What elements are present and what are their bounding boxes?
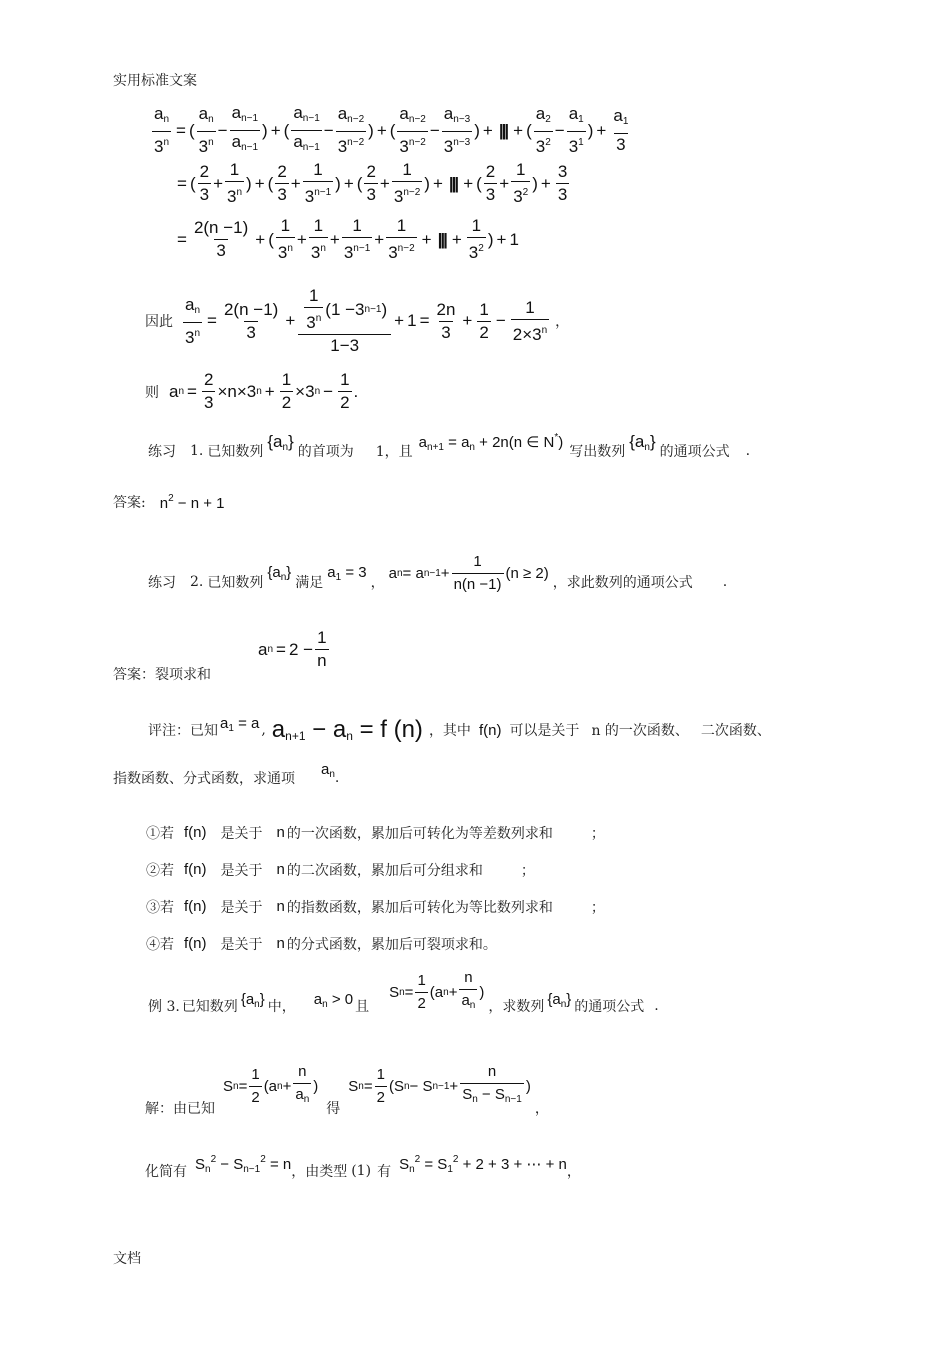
solution-text: 得 xyxy=(326,1101,341,1117)
comment-label: 评注：已知 xyxy=(148,723,218,739)
case-text: 是关于 xyxy=(220,936,263,953)
answer-1-label: 答案: xyxy=(113,495,146,511)
exercise-2 xyxy=(148,553,728,603)
case-fn: f(n) xyxy=(184,824,207,841)
exercise-2-label: 练习 xyxy=(148,574,176,591)
comment-text: 二次函数、 xyxy=(700,723,771,739)
exercise-1-number: 1. xyxy=(190,442,204,459)
case-text: 的指数函数，累加后可转化为等比数列求和 xyxy=(286,899,553,916)
case-item xyxy=(146,851,605,888)
example-3-label: 例 3. xyxy=(148,999,180,1015)
then-formula: a n = $\frac{2}{3}$ ×n×3 n + $\frac{1}{2}$ ×3 n − $\frac{1}{2}$ . xyxy=(169,370,359,412)
comment-initial: $a_1 = a$ xyxy=(220,714,260,734)
derivation-line-1: $\frac{a_n}{3^n}$ = ( $\frac{a_n}{3^n}$ − $\frac{a_{n-1}}{a_{n-1}}$ ) + ( $\frac{a_{n-1}}{a_{n-1}}$ − $\frac{a_{n-2}}{3^{n-2}}$ ) + ( $\frac{a_{n-2}}{3^{n-2}}$ − $\frac{a_{n-3}}{3^{n-3}}$ ) + ||| + ( $\frac{a_2}{3^2}$ − $\frac{a_1}{3^1}$ ) + $\frac{a_1}{3}$ xyxy=(154,103,629,156)
exercise-1-value: 1，且 xyxy=(375,443,413,460)
derivation-line-3: = $\frac{2(n -1)}{3}$ + ( $\frac{1}{3^n}$ + $\frac{1}{3^n}$ + $\frac{1}{3^{n-1}}$ + $\frac{1}{3^{n-2}}$ + ||| + $\frac{1}{3^2}$ ) + 1 xyxy=(177,216,519,262)
case-n: n xyxy=(276,861,285,878)
solution-line xyxy=(145,1062,549,1117)
sequence-an-symbol: $\{a_n\}$ xyxy=(547,990,572,1010)
exercise-2-number: 2. xyxy=(190,573,204,590)
simplify-line xyxy=(145,1154,581,1181)
page-header: 实用标准文案 xyxy=(113,73,197,89)
case-prefix: ①若 xyxy=(146,825,174,842)
case-text: 的一次函数，累加后可转化为等差数列求和 xyxy=(286,825,553,842)
case-end: ； xyxy=(590,899,605,916)
exercise-2-initial: $a_1 = 3$ xyxy=(327,564,367,583)
exercise-1-label: 练习 xyxy=(148,443,176,460)
comment-recurrence: $a_{n+1} - a_n = f$ (n) xyxy=(271,716,423,743)
exercise-2-text: 已知数列 xyxy=(207,574,264,591)
case-prefix: ④若 xyxy=(146,936,174,953)
simplify-text: ，由类型 xyxy=(291,1163,348,1180)
example-3-text: 已知数列 xyxy=(181,999,238,1015)
then-line xyxy=(145,370,358,413)
comment-fn: f(n) xyxy=(478,721,502,739)
case-text: 的分式函数，累加后可裂项求和。 xyxy=(286,936,497,953)
example-3-sum: S n = $\frac{1}{2}$ (a n + $\frac{n}{a_n}$ ) xyxy=(389,968,484,1016)
exercise-1-text: 的通项公式 xyxy=(659,443,730,460)
general-term-symbol: $a_n$ xyxy=(321,760,335,780)
simplify-text: 有 xyxy=(377,1163,392,1180)
example-3-text: ，求数列 xyxy=(488,999,545,1015)
exercise-2-period: . xyxy=(722,573,728,590)
answer-1 xyxy=(113,492,225,512)
simplify-comma: ， xyxy=(566,1163,581,1180)
case-fn: f(n) xyxy=(184,898,207,915)
case-fn: f(n) xyxy=(184,935,207,952)
exercise-2-comma: ， xyxy=(370,574,385,591)
example-3-text: 中， xyxy=(267,999,296,1015)
example-3-text: 且 xyxy=(355,999,370,1015)
example-3-period: . xyxy=(654,998,659,1014)
therefore-line xyxy=(145,286,569,356)
case-n: n xyxy=(276,824,285,841)
simplify-label: 化简有 xyxy=(145,1163,187,1180)
exercise-1-recurrence: $a_{n+1} = a_n + 2n(n$ ∈ N*) xyxy=(418,432,564,453)
solution-given: S n = $\frac{1}{2}$ (a n + $\frac{n}{a_n}$ ) xyxy=(223,1062,318,1110)
case-text: 的二次函数，累加后可分组求和 xyxy=(286,862,483,879)
solution-label: 解：由已知 xyxy=(145,1101,215,1117)
sequence-an-symbol: $\{a_n\}$ xyxy=(629,432,656,453)
derivation-line-2: = ( $\frac{2}{3}$ + $\frac{1}{3^n}$ ) + ( $\frac{2}{3}$ + $\frac{1}{3^{n-1}}$ ) + ( $\frac{2}{3}$ + $\frac{1}{3^{n-2}}$ ) + ||| + ( $\frac{2}{3}$ + $\frac{1}{3^2}$ ) + $\frac{3}{3}$ xyxy=(177,160,568,206)
example-3 xyxy=(148,969,659,1030)
example-3-text: 的通项公式 xyxy=(574,999,645,1015)
comment-text: 指数函数、分式函数，求通项 xyxy=(113,771,295,787)
simplify-formula-1: $S_n^2 - S_{n-1}^2 = n$ xyxy=(195,1154,292,1175)
answer-2-label: 答案：裂项求和 xyxy=(113,667,211,683)
exercise-1-text: 的首项为 xyxy=(297,443,354,460)
simplify-formula-2: $S_n^2 = S_1^2 + 2 + 3$ + ⋯ + n xyxy=(399,1154,567,1175)
case-item xyxy=(146,814,605,851)
exercise-1-period: . xyxy=(745,442,751,459)
case-fn: f(n) xyxy=(184,861,207,878)
therefore-label: 因此 xyxy=(145,314,173,330)
case-text: 是关于 xyxy=(220,862,263,879)
case-item xyxy=(146,888,605,925)
page-footer: 文档 xyxy=(113,1251,141,1267)
case-end: ； xyxy=(590,825,605,842)
case-prefix: ②若 xyxy=(146,862,174,879)
solution-comma: ， xyxy=(534,1101,549,1117)
exercise-2-text: ，求此数列的通项公式 xyxy=(552,574,693,591)
exercise-1 xyxy=(148,432,751,461)
sequence-an-symbol: $\{a_n\}$ xyxy=(267,564,292,583)
case-n: n xyxy=(276,898,285,915)
case-text: 是关于 xyxy=(220,825,263,842)
answer-2-formula: a n = 2 − $\frac{1}{n}$ xyxy=(258,628,327,670)
case-item xyxy=(146,925,605,962)
example-3-condition: $a_n > 0$ xyxy=(313,990,354,1010)
case-end: ； xyxy=(520,862,535,879)
sequence-an-symbol: $\{a_n\}$ xyxy=(240,990,265,1010)
comment-text: n 的一次函数、 xyxy=(591,723,689,739)
case-n: n xyxy=(276,935,285,952)
exercise-2-text: 满足 xyxy=(295,574,324,591)
case-prefix: ③若 xyxy=(146,899,174,916)
simplify-type-ref: (1) xyxy=(351,1162,372,1179)
therefore-formula: $\frac{a_n}{3^n}$ = $\frac{2(n -1)}{3}$ + $\frac{1}{3^n}$ (1 −3 n−1 ) 1−3 + 1 = $\frac{2n}{3}$ + $\frac{1}{2}$ − $\frac{1}{2\times 3^n}$ xyxy=(185,286,548,355)
solution-derived: S n = $\frac{1}{2}$ (S n − S n−1 + $\frac{n}{S_n - S_{n-1}}$ ) xyxy=(348,1062,531,1110)
exercise-1-text: 写出数列 xyxy=(569,443,626,460)
therefore-comma: ， xyxy=(555,314,570,330)
comment-text: 可以是关于 xyxy=(509,723,580,739)
then-label: 则 xyxy=(145,384,159,401)
sequence-an-symbol: $\{a_n\}$ xyxy=(267,432,294,453)
case-text: 是关于 xyxy=(220,899,263,916)
comment-line-1: 评注：已知 $a_1 = a$ , $a_{n+1} - a_n = f$ (n) ，其中 f(n) 可以是关于 n 的一次函数、 二次函数、 xyxy=(148,714,771,743)
exercise-2-recurrence: a n = a n−1 + $\frac{1}{n(n -1)}$ (n ≥ 2) xyxy=(388,553,549,593)
comment-line-2: 指数函数、分式函数，求通项 $a_n$ . xyxy=(113,760,340,787)
comment-text: ，其中 xyxy=(428,723,471,739)
answer-1-formula: $n^2 - n + 1$ xyxy=(159,492,225,512)
exercise-1-text: 已知数列 xyxy=(207,443,264,460)
cases-list xyxy=(146,814,605,962)
